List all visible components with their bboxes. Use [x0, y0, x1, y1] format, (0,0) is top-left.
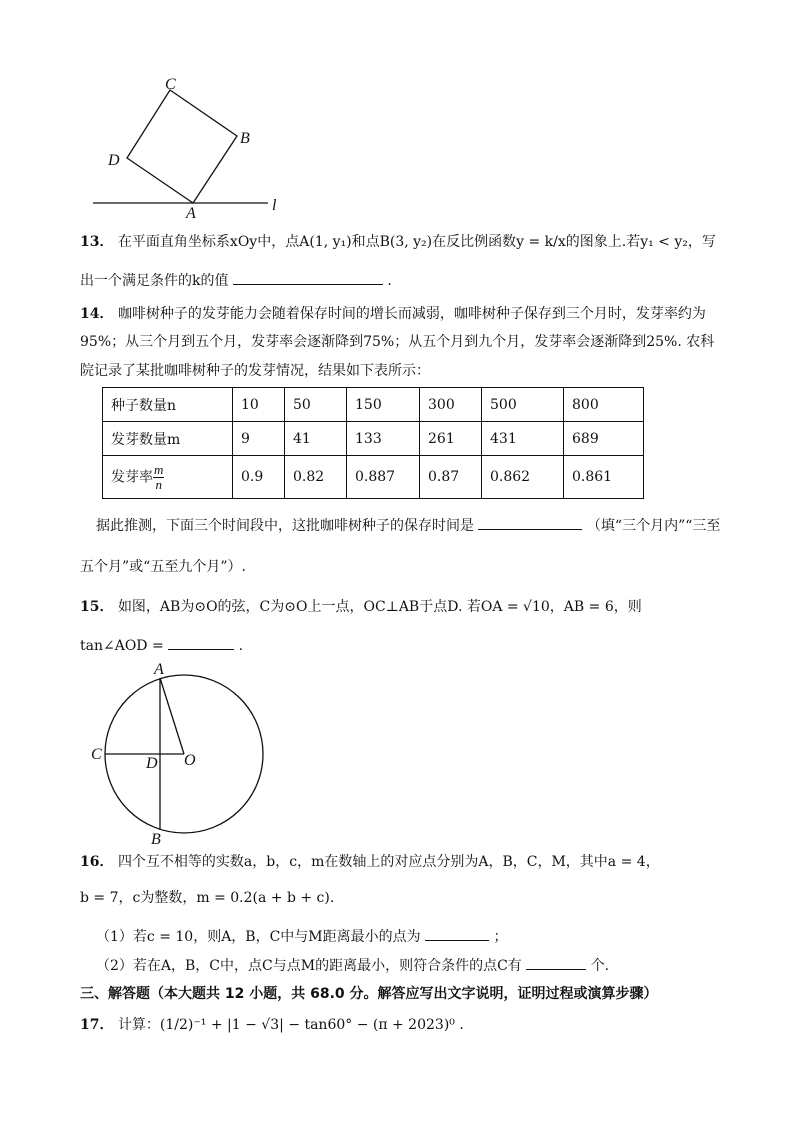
cell-n-2: 150 [347, 388, 420, 422]
q13-answer-blank[interactable] [233, 270, 383, 285]
row-label-rate [103, 456, 233, 499]
q13-line1 [80, 232, 716, 252]
segment-oa [160, 678, 184, 754]
label-B: B [151, 831, 161, 848]
q15-tail: . [238, 638, 244, 654]
q14-line2: 95%；从三个月到五个月，发芽率会逐渐降到75%；从五个月到九个月，发芽率会逐渐降到25%. 农科 [80, 334, 715, 350]
figure-circle [88, 658, 273, 848]
cell-rate-5: 0.861 [564, 456, 644, 499]
figure-square-on-line [90, 70, 290, 220]
q16-number: 16． [80, 854, 114, 870]
label-D: D [108, 152, 120, 169]
cell-n-4: 500 [482, 388, 564, 422]
cell-rate-2: 0.887 [347, 456, 420, 499]
q16-sub2 [96, 955, 609, 976]
q15-text-1: 如图，AB为⊙O的弦，C为⊙O上一点，OC⊥AB于点D. 若OA = √10，AB = 6，则 [117, 599, 642, 615]
q16-sub1-tail: ； [493, 929, 508, 945]
q14-line3: 院记录了某批咖啡树种子的发芽情况，结果如下表所示： [80, 363, 430, 379]
q15-text-2: tan∠AOD = [80, 638, 164, 654]
q16-sub2-text: （2）若在A，B，C中，点C与点M的距离最小，则符合条件的点C有 [96, 958, 522, 974]
cell-m-0: 9 [233, 422, 285, 456]
q16-line1 [80, 852, 660, 872]
cell-rate-0: 0.9 [233, 456, 285, 499]
seed-table [102, 387, 644, 499]
cell-n-0: 10 [233, 388, 285, 422]
q17-number: 17． [80, 1017, 114, 1033]
cell-m-5: 689 [564, 422, 644, 456]
rate-frac-bottom: n [155, 476, 162, 492]
cell-n-5: 800 [564, 388, 644, 422]
q17-text: 计算：(1/2)⁻¹ + |1 − √3| − tan60° − (π + 2023)⁰ [117, 1017, 455, 1033]
label-C: C [165, 76, 176, 93]
q14-text-1: 咖啡树种子的发芽能力会随着保存时间的增长而减弱，咖啡树种子保存到三个月时，发芽率约为 [117, 306, 706, 322]
q14-answer-blank[interactable] [478, 515, 582, 530]
rate-label-text: 发芽率 [111, 469, 153, 485]
q16-line2: b = 7，c为整数，m = 0.2(a + b + c). [80, 890, 335, 906]
cell-m-1: 41 [285, 422, 347, 456]
q13-text-2: 出一个满足条件的k的值 [80, 273, 229, 289]
q17-tail: . [459, 1017, 464, 1033]
q13-number: 13． [80, 234, 114, 250]
label-B: B [240, 130, 250, 147]
cell-m-2: 133 [347, 422, 420, 456]
label-C: C [91, 746, 102, 763]
q13-tail: . [387, 273, 392, 289]
label-O: O [184, 752, 196, 769]
row-label-n: 种子数量n [103, 388, 233, 422]
cell-n-1: 50 [285, 388, 347, 422]
q14-after-tail: （填“三个月内”“三至 [586, 518, 721, 534]
q14-after-line2: 五个月”或“五至九个月”）. [80, 559, 246, 575]
cell-rate-1: 0.82 [285, 456, 347, 499]
q15-number: 15． [80, 599, 114, 615]
row-label-m: 发芽数量m [103, 422, 233, 456]
cell-rate-4: 0.862 [482, 456, 564, 499]
q16-sub2-tail: 个. [590, 958, 610, 974]
q13-line2 [80, 270, 392, 291]
q16-sub1-text: （1）若c = 10，则A，B，C中与M距离最小的点为 [96, 929, 421, 945]
label-l: l [272, 197, 277, 214]
table-row-rate [103, 456, 644, 499]
square-abcd [127, 90, 237, 203]
label-A: A [186, 205, 196, 220]
table-row-n [103, 388, 644, 422]
rate-fraction [153, 463, 164, 492]
q14-after-line1 [96, 515, 720, 536]
cell-n-3: 300 [420, 388, 482, 422]
table-row-m [103, 422, 644, 456]
cell-rate-3: 0.87 [420, 456, 482, 499]
q14-after-text: 据此推测，下面三个时间段中，这批咖啡树种子的保存时间是 [96, 518, 474, 534]
section-3-heading: 三、解答题（本大题共 12 小题，共 68.0 分。解答应写出文字说明，证明过程或演算步骤） [80, 986, 658, 1002]
q16-sub1-answer-blank[interactable] [425, 926, 489, 941]
q14-line1 [80, 304, 706, 324]
label-A: A [154, 661, 164, 678]
q15-answer-blank[interactable] [168, 635, 234, 650]
q16-sub1 [96, 926, 508, 947]
q16-text-1: 四个互不相等的实数a，b，c，m在数轴上的对应点分别为A，B，C，M，其中a = 4， [117, 854, 660, 870]
q16-sub2-answer-blank[interactable] [526, 955, 586, 970]
q13-text-1: 在平面直角坐标系xOy中，点A(1, y₁)和点B(3, y₂)在反比例函数y = k/x的图象上.若y₁ < y₂，写 [117, 234, 716, 250]
q15-line2 [80, 635, 243, 656]
rate-frac-top: m [154, 461, 164, 477]
label-D: D [146, 755, 158, 772]
q15-line1 [80, 597, 642, 617]
q14-number: 14． [80, 306, 114, 322]
q17-line [80, 1015, 464, 1035]
cell-m-4: 431 [482, 422, 564, 456]
cell-m-3: 261 [420, 422, 482, 456]
